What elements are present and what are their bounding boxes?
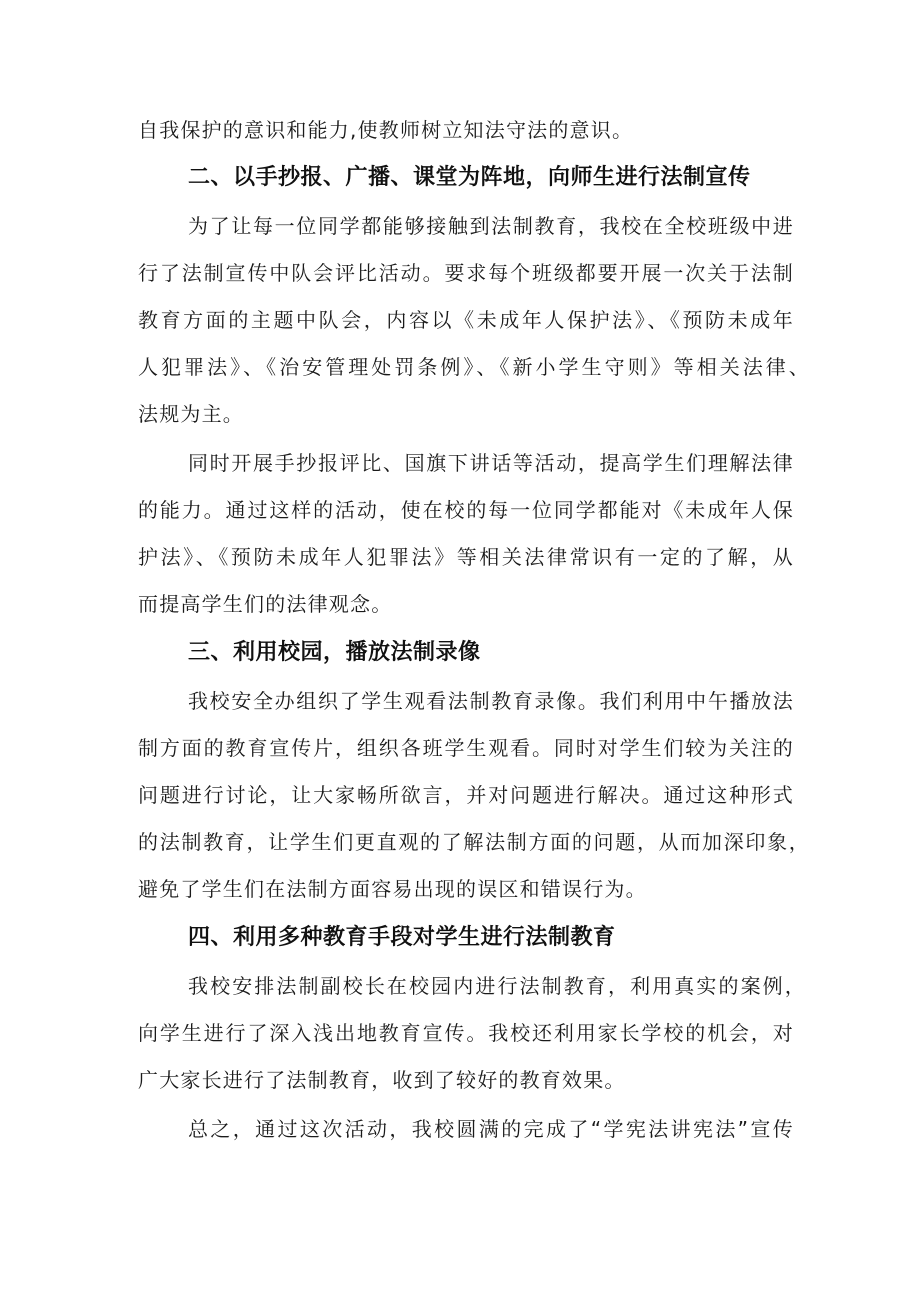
paragraph-line: 行了法制宣传中队会评比活动。要求每个班级都要开展一次关于法制	[138, 261, 794, 285]
section-heading-4: 四、利用多种教育手段对学生进行法制教育	[188, 925, 616, 950]
paragraph-line: 而提高学生们的法律观念。	[138, 592, 393, 616]
paragraph-line: 人犯罪法》、《治安管理处罚条例》、《新小学生守则》等相关法律、	[138, 355, 810, 379]
paragraph-line: 自我保护的意识和能力,使教师树立知法守法的意识。	[138, 118, 634, 142]
paragraph-line: 总之，通过这次活动，我校圆满的完成了“学宪法讲宪法”宣传	[188, 1117, 794, 1141]
paragraph-line: 广大家长进行了法制教育，收到了较好的教育效果。	[138, 1068, 626, 1092]
paragraph-line: 我校安全办组织了学生观看法制教育录像。我们利用中午播放法	[188, 689, 794, 713]
paragraph-line: 同时开展手抄报评比、国旗下讲话等活动，提高学生们理解法律	[188, 451, 794, 475]
paragraph-line: 向学生进行了深入浅出地教育宣传。我校还利用家长学校的机会，对	[138, 1021, 794, 1045]
paragraph-line: 护法》、《预防未成年人犯罪法》等相关法律常识有一定的了解，从	[138, 545, 794, 569]
section-heading-2: 二、以手抄报、广播、课堂为阵地，向师生进行法制宣传	[188, 165, 751, 190]
paragraph-line: 制方面的教育宣传片，组织各班学生观看。同时对学生们较为关注的	[138, 736, 794, 760]
paragraph-line: 的能力。通过这样的活动，使在校的每一位同学都能对《未成年人保	[138, 498, 794, 522]
paragraph-line: 教育方面的主题中队会，内容以《未成年人保护法》、《预防未成年	[138, 308, 794, 332]
section-heading-3: 三、利用校园，播放法制录像	[188, 640, 481, 665]
paragraph-line: 我校安排法制副校长在校园内进行法制教育，利用真实的案例，	[188, 974, 806, 998]
paragraph-line: 避免了学生们在法制方面容易出现的误区和错误行为。	[138, 877, 647, 901]
paragraph-line: 法规为主。	[138, 402, 244, 426]
paragraph-line: 的法制教育，让学生们更直观的了解法制方面的问题，从而加深印象，	[138, 830, 810, 854]
paragraph-line: 问题进行讨论，让大家畅所欲言，并对问题进行解决。通过这种形式	[138, 783, 794, 807]
paragraph-line: 为了让每一位同学都能够接触到法制教育，我校在全校班级中进	[188, 214, 794, 238]
